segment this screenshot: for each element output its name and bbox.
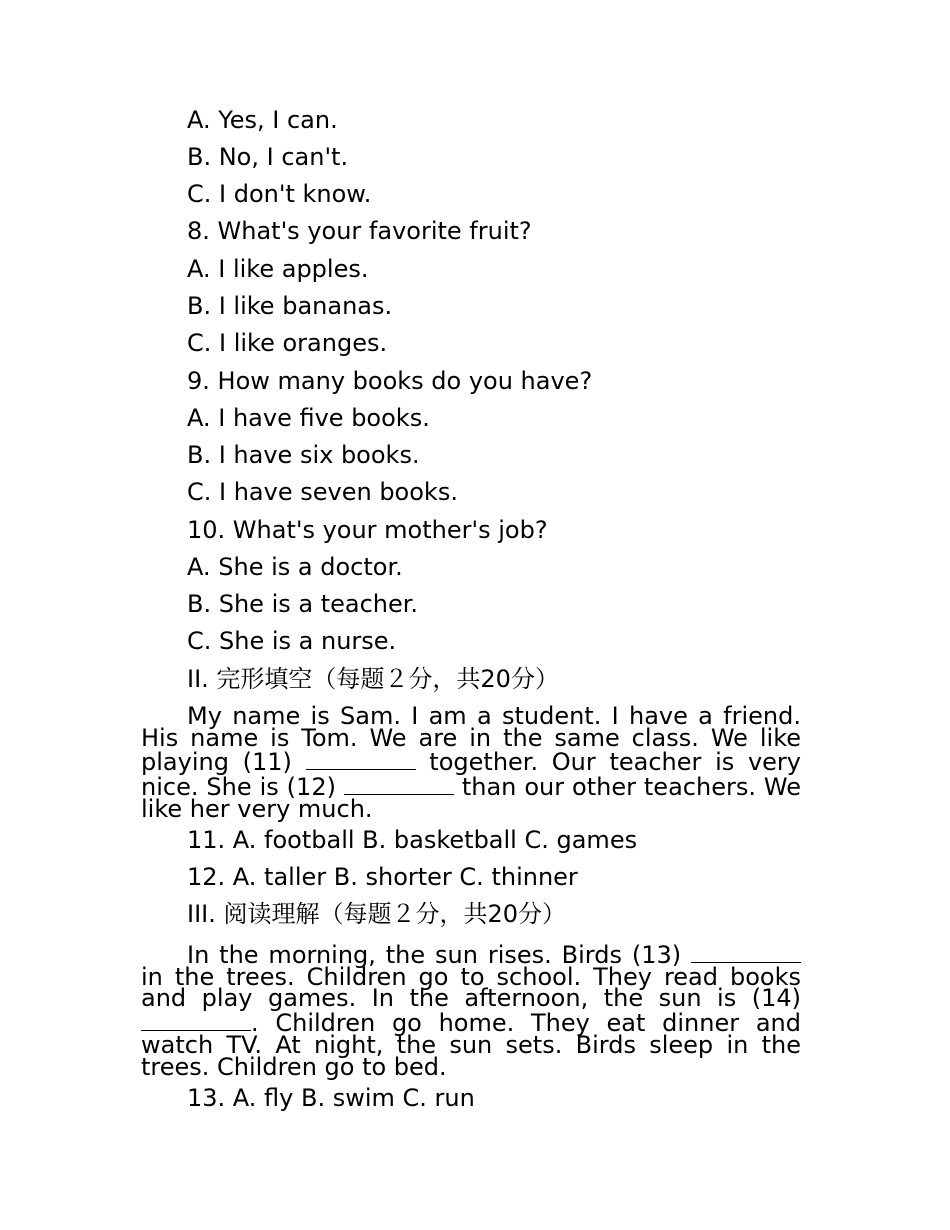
passage3-text-2: in the trees. Children go to school. They read books and play games. In the afternoon, the sun is (14) xyxy=(141,962,801,1013)
answer-blank-13 xyxy=(691,942,801,963)
answer-blank-14 xyxy=(141,1010,251,1031)
q10-question: 10. What's your mother's job? xyxy=(187,516,548,544)
answer-blank-11 xyxy=(306,749,416,770)
q8-option-a: A. I like apples. xyxy=(187,255,369,283)
q9-option-c: C. I have seven books. xyxy=(187,478,458,506)
q7-option-c: C. I don't know. xyxy=(187,180,372,208)
q9-question: 9. How many books do you have? xyxy=(187,367,593,395)
q10-option-a: A. She is a doctor. xyxy=(187,553,403,581)
q9-option-a: A. I have five books. xyxy=(187,404,430,432)
q8-question: 8. What's your favorite fruit? xyxy=(187,217,532,245)
q7-option-b: B. No, I can't. xyxy=(187,143,349,171)
section3-heading: III. 阅读理解（每题２分，共20分） xyxy=(187,900,567,928)
passage3-text-3: . Children go home. They eat dinner and watch TV. At night, the sun sets. Birds sleep in the trees. Children go to bed. xyxy=(141,1009,801,1081)
q10-option-b: B. She is a teacher. xyxy=(187,590,419,618)
section3-passage xyxy=(141,941,801,1081)
section2-passage xyxy=(141,702,801,823)
q10-option-c: C. She is a nurse. xyxy=(187,627,397,655)
q12-line: 12. A. taller B. shorter C. thinner xyxy=(187,863,578,891)
q9-option-b: B. I have six books. xyxy=(187,441,420,469)
answer-blank-12 xyxy=(344,774,454,795)
q7-option-a: A. Yes, I can. xyxy=(187,106,338,134)
passage2-text-3: than our other teachers. We like her very much. xyxy=(141,773,801,823)
passage2-text-2: together. Our teacher is very nice. She is (12) xyxy=(141,748,801,802)
section2-heading: II. 完形填空（每题２分，共20分） xyxy=(187,665,559,693)
passage2-text-1: My name is Sam. I am a student. I have a friend. His name is Tom. We are in the same class. We like playing (11) xyxy=(141,702,801,777)
q8-option-c: C. I like oranges. xyxy=(187,329,388,357)
passage3-text-1: In the morning, the sun rises. Birds (13) xyxy=(187,941,691,969)
q13-line: 13. A. fly B. swim C. run xyxy=(187,1084,475,1112)
q11-line: 11. A. football B. basketball C. games xyxy=(187,826,638,854)
q8-option-b: B. I like bananas. xyxy=(187,292,393,320)
